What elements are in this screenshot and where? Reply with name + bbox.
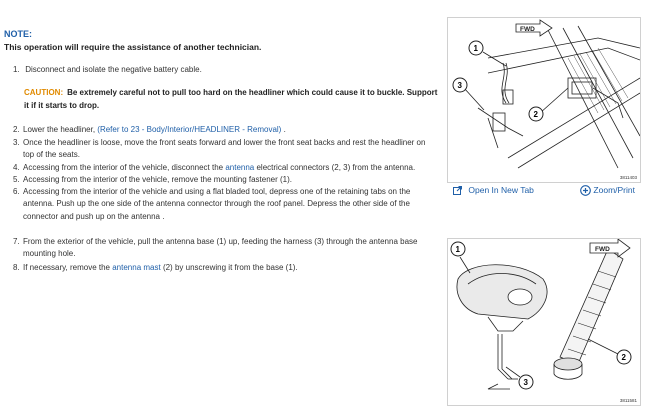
step-number: 4.	[13, 163, 20, 172]
step-2	[13, 124, 286, 136]
step-text-end: electrical connectors (2, 3) from the antenna.	[254, 163, 416, 172]
step-number: 6.	[13, 187, 20, 196]
step-1	[13, 64, 202, 76]
step-text: Accessing from the interior of the vehicle, disconnect the	[23, 163, 226, 172]
step-7	[13, 236, 417, 261]
step-text-end: .	[281, 125, 286, 134]
caution-text: Be extremely careful not to pull too hard on the headliner which could cause it to buckle. Support it if it starts to drop.	[24, 88, 438, 110]
zoom-plus-icon	[580, 185, 591, 196]
step-text-cont: antenna. Push up the one side of the antenna connector through the roof panel. Depress the other side of the	[23, 199, 410, 209]
callout-3	[519, 375, 533, 389]
fwd-label: FWD	[595, 246, 610, 253]
step-text-end: (2) by unscrewing it from the base (1).	[160, 263, 298, 272]
zoom-print-label: Zoom/Print	[593, 185, 635, 195]
callout-1	[451, 242, 465, 256]
external-link-icon	[453, 186, 462, 195]
zoom-print-link[interactable]	[580, 185, 635, 196]
step-6	[13, 186, 410, 223]
step-text: Accessing from the interior of the vehicle, remove the mounting fastener (1).	[23, 175, 293, 184]
callout-2	[529, 107, 543, 121]
step-number: 5.	[13, 175, 20, 184]
step-5	[13, 174, 292, 186]
figure-headliner-connectors[interactable]	[447, 17, 641, 183]
caution-label: CAUTION:	[24, 88, 64, 97]
callout-1	[469, 41, 483, 55]
antenna-illustration	[448, 239, 640, 405]
callout-label: 2	[621, 353, 626, 362]
step-number: 8.	[13, 263, 20, 272]
step-text: From the exterior of the vehicle, pull the antenna base (1) up, feeding the harness (3) through the antenna base	[23, 237, 418, 246]
open-new-tab-link[interactable]	[453, 185, 534, 195]
step-3	[13, 137, 425, 162]
step-text-cont: connector and push up on the antenna .	[23, 211, 165, 221]
note-title: NOTE:	[4, 29, 32, 39]
step-number: 3.	[13, 138, 20, 147]
step-number: 1.	[13, 65, 20, 74]
antenna-mast-link[interactable]: antenna mast	[112, 263, 161, 272]
fwd-arrow	[516, 20, 552, 36]
headliner-removal-link[interactable]: (Refer to 23 - Body/Interior/HEADLINER - Removal)	[97, 125, 282, 134]
callout-2	[617, 350, 631, 364]
figure-caption: 3811581	[619, 398, 637, 403]
step-text: Lower the headliner,	[23, 125, 98, 134]
step-number: 7.	[13, 237, 20, 246]
note-text: This operation will require the assistance of another technician.	[4, 42, 262, 52]
headliner-illustration	[448, 18, 640, 182]
callout-label: 2	[533, 110, 538, 119]
figure-antenna-base[interactable]	[447, 238, 641, 406]
callout-label: 1	[455, 245, 460, 254]
figure-caption: 3811403	[619, 175, 637, 180]
antenna-link[interactable]: antenna	[225, 163, 255, 172]
step-text: Once the headliner is loose, move the front seats forward and lower the front seat backs and rest the headliner on	[23, 138, 426, 147]
step-text-cont: mounting hole.	[23, 249, 76, 259]
step-8	[13, 262, 298, 274]
callout-label: 1	[473, 44, 478, 53]
open-new-tab-label: Open In New Tab	[468, 185, 534, 195]
step-text-cont: top of the seats.	[23, 150, 80, 160]
step-number: 2.	[13, 125, 20, 134]
callout-3	[453, 78, 467, 92]
callout-label: 3	[457, 81, 462, 90]
step-text: Accessing from the interior of the vehicle and using a flat bladed tool, depress one of the retaining tabs on the	[23, 187, 411, 196]
step-text: Disconnect and isolate the negative battery cable.	[25, 65, 202, 74]
callout-label: 3	[523, 378, 528, 387]
figure-toolbar	[447, 181, 639, 200]
step-text: If necessary, remove the	[23, 263, 113, 272]
step-4	[13, 162, 415, 174]
caution-block	[24, 87, 444, 112]
fwd-label: FWD	[520, 26, 535, 33]
